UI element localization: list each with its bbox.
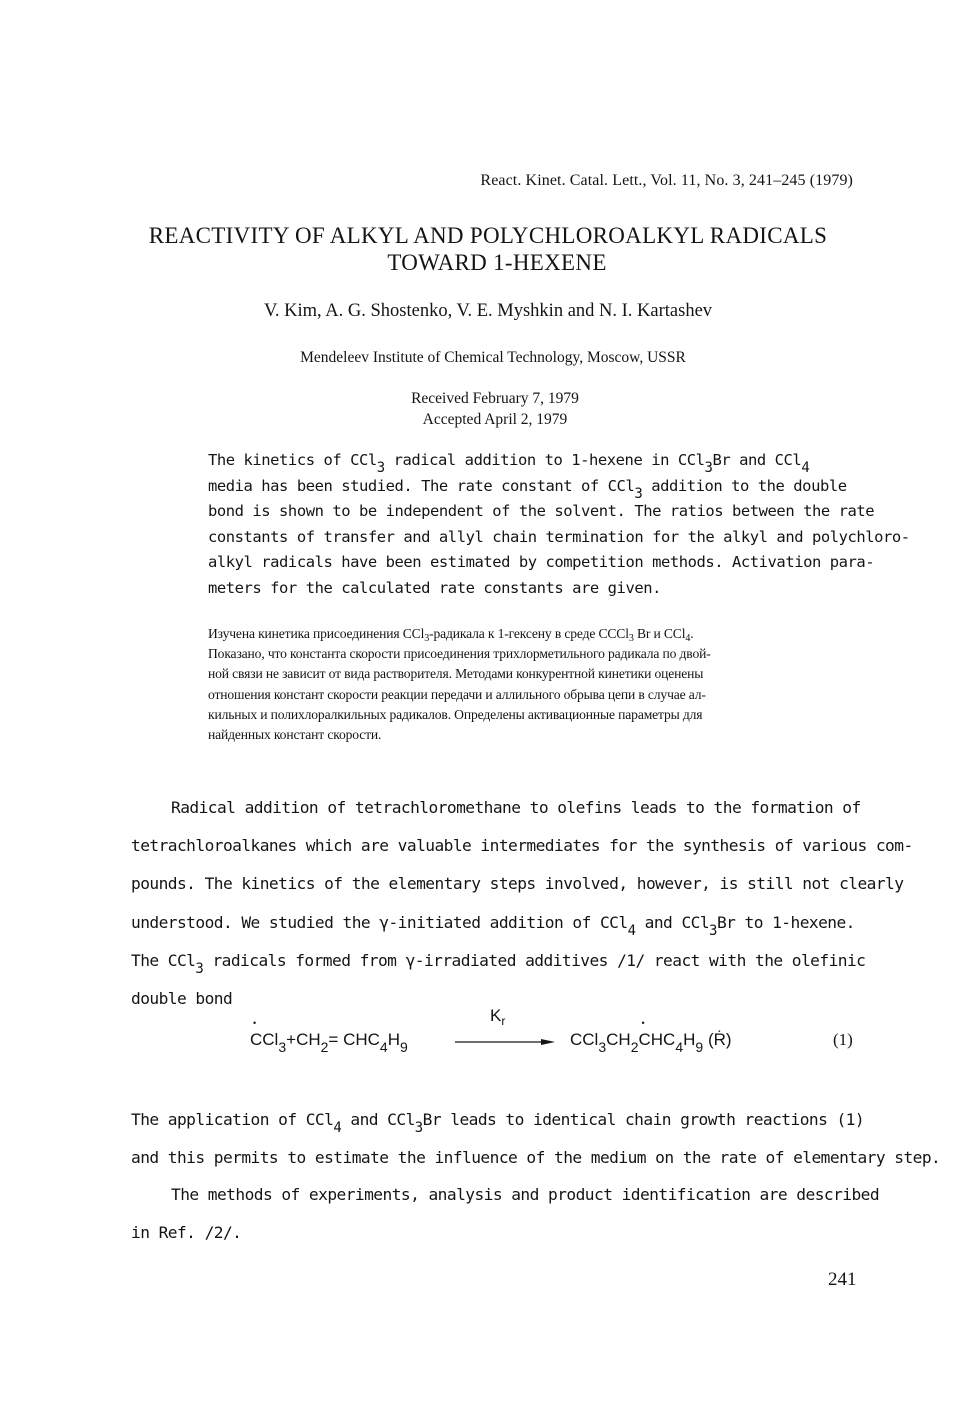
- abstract-ru-line: найденных констант скорости.: [208, 727, 382, 743]
- abstract-en-line: media has been studied. The rate constant of CCl$_3$ addition to the double: [208, 476, 847, 502]
- body-line: and this permits to estimate the influence of the medium on the rate of elementary step.: [131, 1147, 941, 1167]
- abstract-en-line: bond is shown to be independent of the solvent. The ratios between the rate: [208, 502, 875, 521]
- accepted-date: Accepted April 2, 1979: [422, 411, 568, 428]
- abstract-ru-line: отношения констант скорости реакции передачи и аллильного обрыва цепи в случае ал-: [208, 686, 706, 702]
- reaction-arrow-icon: [455, 1018, 555, 1046]
- title-line-1: REACTIVITY OF ALKYL AND POLYCHLOROALKYL RADICALS: [148, 223, 828, 248]
- abstract-ru-line: Изучена кинетика присоединения CCl$_3$-радикала к 1-гексену в среде CCCl$_3$ Br и CCl$_4$.: [208, 626, 694, 644]
- submission-dates: [0, 388, 976, 430]
- equation-number: (1): [833, 1030, 853, 1049]
- body-line: in Ref. /2/.: [131, 1222, 242, 1242]
- page-number: 241: [828, 1269, 857, 1290]
- abstract-ru-line: ной связи не зависит от вида растворителя. Методами конкурентной кинетики оценены: [208, 666, 704, 682]
- reaction-equation: [250, 1006, 870, 1066]
- paper-title: [0, 222, 976, 276]
- body-line: tetrachloroalkanes which are valuable intermediates for the synthesis of various com-: [131, 836, 913, 856]
- received-date: Received February 7, 1979: [411, 390, 579, 407]
- body-paragraph-1: [131, 789, 911, 1018]
- rate-constant-label: $K_r$: [490, 1006, 506, 1028]
- abstract-en-line: meters for the calculated rate constants are given.: [208, 578, 661, 597]
- body-line: pounds. The kinetics of the elementary steps involved, however, is still not clearly: [131, 874, 904, 894]
- abstract-en-line: The kinetics of CCl$_3$ radical addition to 1-hexene in CCl$_3$Br and CCl$_4$: [208, 451, 810, 476]
- affiliation: Mendeleev Institute of Chemical Technology, Moscow, USSR: [300, 349, 686, 366]
- body-line: Radical addition of tetrachloromethane to olefins leads to the formation of: [171, 798, 861, 817]
- reaction-reactants: • $CCl_3+CH_2= CHC_4H_9$: [250, 1030, 408, 1050]
- abstract-english: [208, 448, 910, 602]
- title-line-2: TOWARD 1-HEXENE: [387, 250, 607, 275]
- abstract-en-line: constants of transfer and allyl chain termination for the alkyl and polychloro-: [208, 527, 910, 546]
- body-line: The CCl$_3$ radicals formed from γ-irradiated additives /1/ react with the olefinic: [131, 950, 866, 977]
- body-line: The methods of experiments, analysis and product identification are described: [171, 1185, 880, 1204]
- body-line: The application of CCl$_4$ and CCl$_3$Br leads to identical chain growth reactions (1): [131, 1110, 865, 1136]
- abstract-ru-line: Показано, что константа скорости присоединения трихлорметильного радикала по двой-: [208, 646, 711, 662]
- body-line: understood. We studied the γ-initiated addition of CCl$_4$ and CCl$_3$Br to 1-hexene.: [131, 912, 855, 939]
- body-paragraph-2: [131, 1101, 941, 1251]
- author-list: V. Kim, A. G. Shostenko, V. E. Myshkin and N. I. Kartashev: [263, 301, 713, 321]
- journal-citation: React. Kinet. Catal. Lett., Vol. 11, No. 3, 241–245 (1979): [480, 172, 853, 189]
- abstract-en-line: alkyl radicals have been estimated by competition methods. Activation para-: [208, 553, 875, 572]
- abstract-ru-line: кильных и полихлоралкильных радикалов. Определены активационные параметры для: [208, 706, 703, 722]
- reaction-products: $CCl_3CH_2•$ $CHC_4H_9$ (Ṙ): [570, 1030, 732, 1050]
- abstract-russian: [208, 624, 908, 745]
- body-line: double bond: [131, 989, 233, 1009]
